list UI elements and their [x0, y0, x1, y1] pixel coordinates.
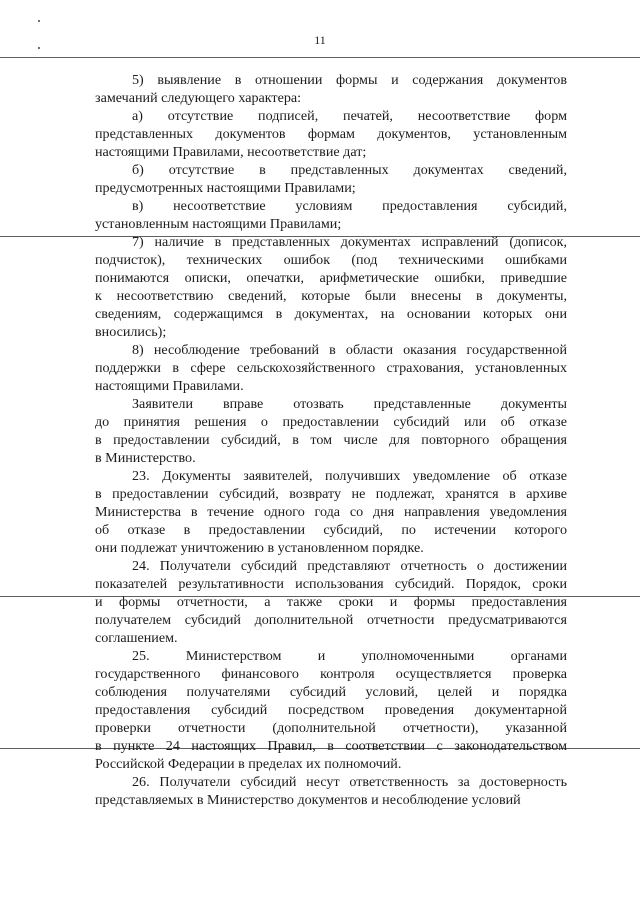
text-line: представленных документов формам документов, установленным [95, 126, 567, 142]
text-line: предусмотренных настоящими Правилами; [95, 180, 356, 196]
text-line: к несоответствию сведений, которые были внесены в документы, [95, 288, 567, 304]
paragraph-p25 [95, 647, 567, 773]
text-line: настоящими Правилами. [95, 378, 244, 394]
text-line: 24. Получатели субсидий представляют отчетность о достижении [132, 558, 567, 574]
paragraph-pb [95, 161, 567, 197]
paragraph-pz [95, 395, 567, 467]
text-line: вносились); [95, 324, 167, 340]
text-line: 23. Документы заявителей, получивших уведомление об отказе [132, 468, 567, 484]
text-line: в предоставлении субсидий, в том числе для повторного обращения [95, 432, 567, 448]
text-line: они подлежат уничтожению в установленном порядке. [95, 540, 424, 556]
text-line: показателей результативности использования субсидий. Порядок, сроки [95, 576, 567, 592]
text-line: замечаний следующего характера: [95, 90, 302, 106]
text-line: понимаются описки, опечатки, арифметические ошибки, приведшие [95, 270, 567, 286]
text-line: 26. Получатели субсидий несут ответственность за достоверность [132, 774, 567, 790]
text-line: получателем субсидий дополнительной отчетности предусматриваются [95, 612, 567, 628]
text-line: в пункте 24 настоящих Правил, в соответствии с законодательством [95, 738, 567, 754]
text-line: соблюдения получателями субсидий условий, целей и порядка [95, 684, 567, 700]
text-line: проверки отчетности (дополнительной отчетности), указанной [95, 720, 567, 736]
text-line: государственного финансового контроля осуществляется проверка [95, 666, 567, 682]
text-line: Российской Федерации в пределах их полномочий. [95, 756, 402, 772]
text-line: представляемых в Министерство документов и несоблюдение условий [95, 792, 521, 808]
text-line: соглашением. [95, 630, 178, 646]
text-line: в предоставлении субсидий, возврату не подлежат, хранятся в архиве [95, 486, 567, 502]
document-body [95, 71, 567, 809]
text-line: 25. Министерством и уполномоченными органами [132, 648, 567, 664]
paragraph-p7 [95, 233, 567, 341]
text-line: в) несоответствие условиям предоставления субсидий, [132, 198, 567, 214]
paragraph-pv [95, 197, 567, 233]
text-line: 8) несоблюдение требований в области оказания государственной [132, 342, 567, 358]
text-line: поддержки в сфере сельскохозяйственного страхования, установленных [95, 360, 567, 376]
text-line: и формы отчетности, а также сроки и формы предоставления [95, 594, 567, 610]
text-line: настоящими Правилами, несоответствие дат; [95, 144, 367, 160]
text-line: Заявители вправе отозвать представленные документы [132, 396, 567, 412]
paragraph-p26 [95, 773, 567, 809]
paragraph-p23 [95, 467, 567, 557]
text-line: подчисток), технических ошибок (под техническими ошибками [95, 252, 567, 268]
paragraph-p8 [95, 341, 567, 395]
text-line: сведениям, содержащимся в документах, на основании которых они [95, 306, 567, 322]
text-line: об отказе в предоставлении субсидий, по истечении которого [95, 522, 567, 538]
paragraph-pa [95, 107, 567, 161]
text-line: 7) наличие в представленных документах исправлений (дописок, [132, 234, 567, 250]
text-line: а) отсутствие подписей, печатей, несоответствие форм [132, 108, 567, 124]
scan-mark [38, 20, 40, 22]
scan-mark [38, 47, 40, 49]
text-line: 5) выявление в отношении формы и содержания документов [132, 72, 567, 88]
text-line: в Министерство. [95, 450, 196, 466]
scan-rule [0, 57, 640, 58]
text-line: до принятия решения о предоставлении субсидий или об отказе [95, 414, 567, 430]
text-line: Министерства в течение одного года со дня направления уведомления [95, 504, 567, 520]
paragraph-p5 [95, 71, 567, 107]
page-number: 11 [314, 33, 326, 47]
text-line: установленным настоящими Правилами; [95, 216, 342, 232]
paragraph-p24 [95, 557, 567, 647]
text-line: б) отсутствие в представленных документах сведений, [132, 162, 567, 178]
text-line: предоставления субсидий посредством проведения документарной [95, 702, 567, 718]
